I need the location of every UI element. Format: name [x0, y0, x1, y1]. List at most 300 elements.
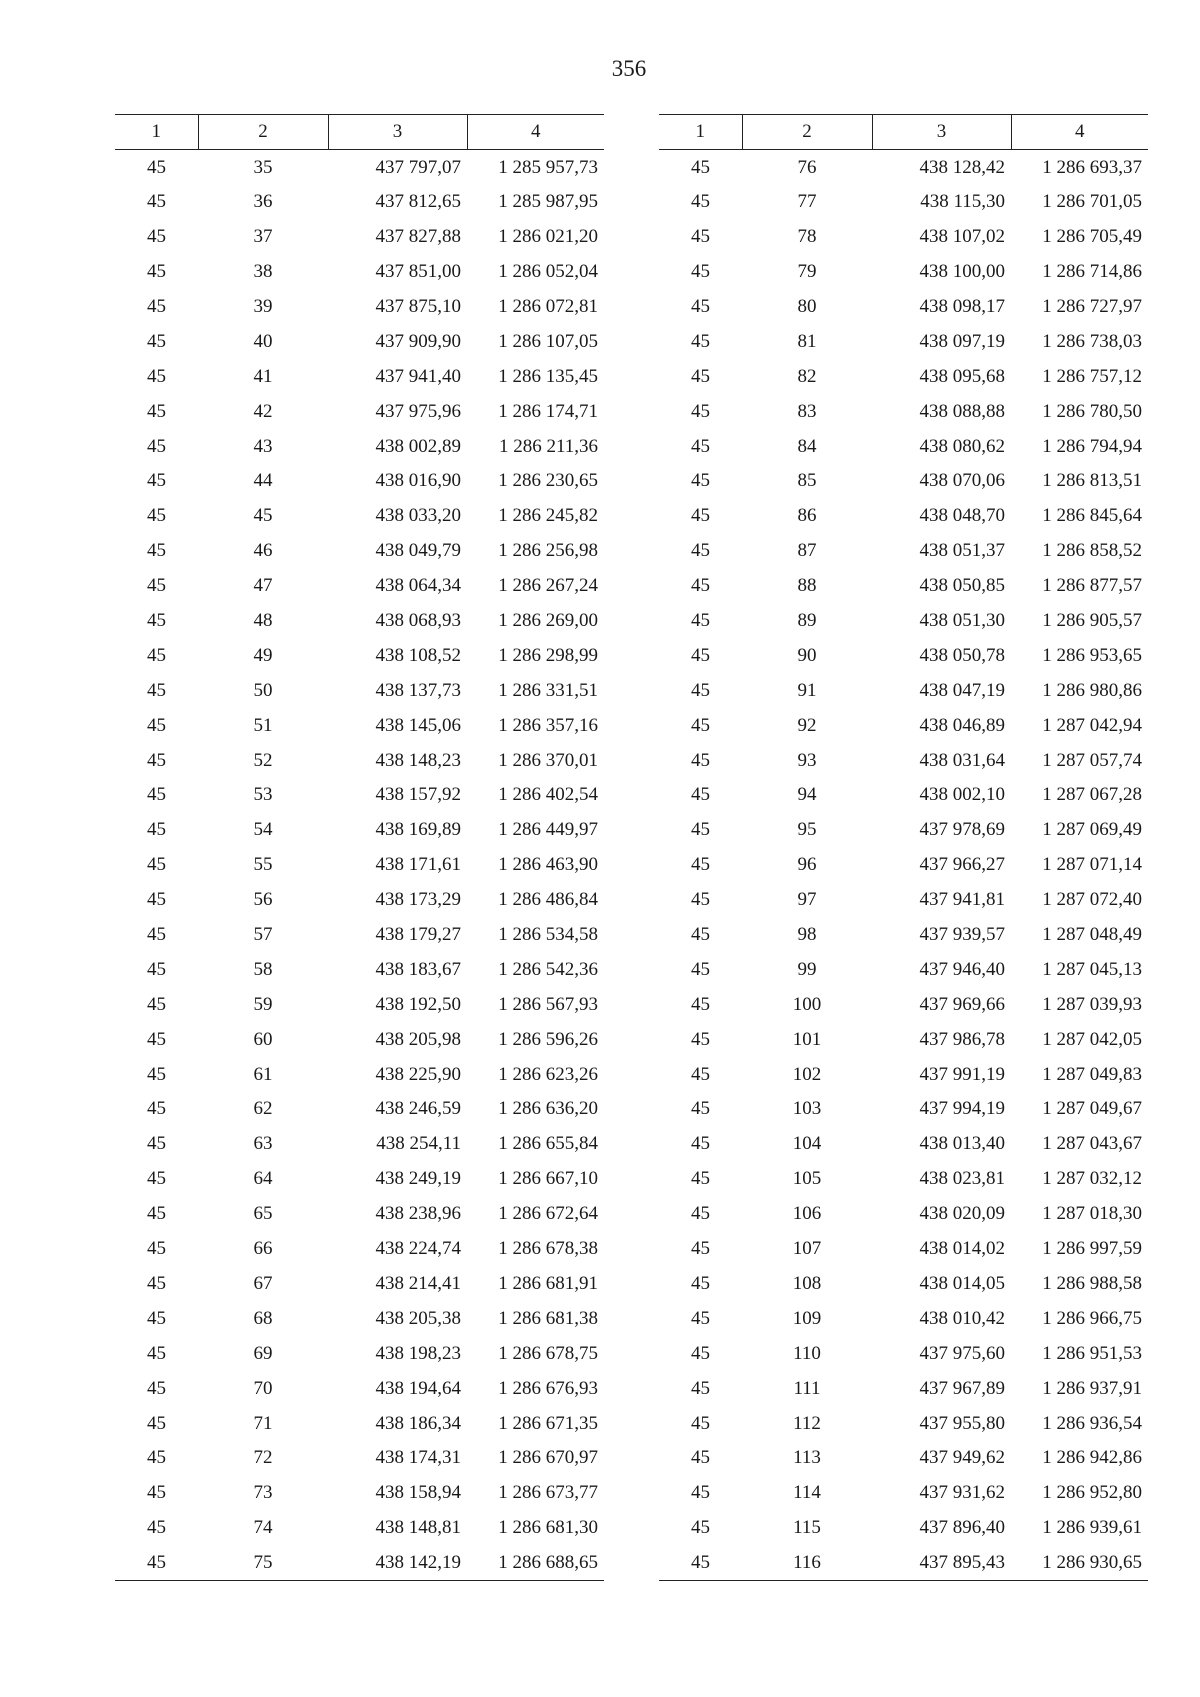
- table-cell-col-1: 45: [147, 191, 166, 213]
- table-row: [659, 533, 1148, 568]
- table-row: [115, 533, 604, 568]
- table-cell-col-2: 59: [253, 993, 273, 1015]
- table-row: [659, 638, 1148, 673]
- table-cell-col-1: 45: [147, 330, 166, 352]
- table-cell-col-1: 45: [147, 993, 166, 1015]
- table-row: [115, 778, 604, 813]
- table-row: [115, 952, 604, 987]
- table-cell-col-3: 437 955,80: [919, 1412, 1005, 1434]
- table-row: [659, 359, 1148, 394]
- table-cell-col-1: 45: [147, 714, 166, 736]
- table-cell-col-3: 438 049,79: [375, 540, 461, 562]
- table-cell-col-2: 90: [797, 644, 817, 666]
- table-cell-col-2: 97: [797, 889, 817, 911]
- table-cell-col-1: 45: [691, 365, 710, 387]
- table-row: [115, 150, 604, 185]
- table-cell-col-3: 438 186,34: [375, 1412, 461, 1434]
- column-header-3: 3: [872, 115, 1011, 150]
- table-row: [115, 917, 604, 952]
- table-cell-col-2: 39: [253, 296, 273, 317]
- table-cell-col-1: 45: [147, 1133, 166, 1155]
- table-row: [659, 743, 1148, 778]
- column-header-4: 4: [1011, 115, 1148, 150]
- table-row: [115, 638, 604, 673]
- table-cell-col-2: 50: [253, 679, 273, 701]
- table-cell-col-4: 1 286 245,82: [498, 505, 598, 527]
- table-cell-col-4: 1 287 067,28: [1042, 784, 1142, 806]
- table-row: [115, 708, 604, 743]
- table-cell-col-3: 437 797,07: [375, 156, 461, 178]
- table-cell-col-2: 74: [253, 1517, 273, 1539]
- table-cell-col-2: 108: [792, 1272, 822, 1294]
- table-cell-col-2: 88: [797, 575, 817, 597]
- table-cell-col-3: 438 142,19: [328, 1545, 467, 1580]
- table-cell-col-2: 70: [253, 1377, 273, 1399]
- table-cell-col-1: 45: [691, 575, 710, 597]
- table-cell-col-1: 45: [147, 924, 166, 946]
- table-row: [659, 1545, 1148, 1580]
- table-cell-col-1: 45: [691, 679, 710, 701]
- table-cell-col-1: 45: [147, 1307, 166, 1329]
- table-cell-col-1: 45: [691, 1168, 710, 1190]
- table-cell-col-2: 113: [793, 1447, 821, 1469]
- table-cell-col-3: 437 975,60: [919, 1342, 1005, 1364]
- table-cell-col-1: 45: [147, 889, 166, 911]
- table-cell-col-3: 438 033,20: [375, 505, 461, 527]
- table-cell-col-3: 438 014,02: [919, 1238, 1005, 1260]
- table-row: [115, 1161, 604, 1196]
- table-cell-col-3: 438 254,11: [376, 1133, 461, 1155]
- table-cell-col-2: 114: [793, 1482, 821, 1504]
- table-row: [115, 1126, 604, 1161]
- page-number: 356: [611, 56, 647, 81]
- table-cell-col-2: 95: [797, 819, 817, 841]
- table-cell-col-4: 1 286 567,93: [498, 993, 598, 1015]
- table-cell-col-2: 81: [797, 330, 817, 352]
- table-cell-col-4: 1 286 655,84: [498, 1133, 598, 1155]
- table-row: [115, 987, 604, 1022]
- table-cell-col-1: 45: [691, 400, 710, 422]
- table-cell-col-1: 45: [691, 191, 710, 213]
- table-cell-col-3: 437 941,40: [375, 365, 461, 387]
- table-cell-col-1: 45: [691, 540, 710, 562]
- table-row: [659, 1022, 1148, 1057]
- table-cell-col-4: 1 286 942,86: [1042, 1447, 1142, 1469]
- table-cell-col-3: 438 238,96: [375, 1203, 461, 1225]
- table-cell-col-3: 437 991,19: [919, 1063, 1005, 1085]
- table-cell-col-1: 45: [147, 749, 166, 771]
- table-cell-col-2: 43: [253, 435, 273, 457]
- table-cell-col-1: 45: [691, 1342, 710, 1364]
- table-cell-col-4: 1 287 049,83: [1042, 1063, 1142, 1085]
- table-row: [659, 603, 1148, 638]
- table-cell-col-3: 438 031,64: [919, 749, 1005, 771]
- table-cell-col-2: 98: [797, 924, 817, 946]
- table-cell-col-4: 1 286 256,98: [498, 540, 598, 562]
- table-cell-col-2: 96: [797, 854, 817, 876]
- table-cell-col-1: 45: [147, 1238, 166, 1260]
- table-cell-col-1: 45: [691, 470, 710, 492]
- table-cell-col-2: 44: [253, 470, 273, 492]
- table-cell-col-4: 1 286 951,53: [1042, 1342, 1142, 1364]
- table-cell-col-2: 65: [253, 1203, 273, 1225]
- table-cell-col-3: 438 051,37: [919, 540, 1005, 562]
- table-cell-col-3: 438 198,23: [375, 1342, 461, 1364]
- table-cell-col-1: 45: [659, 1545, 742, 1580]
- table-cell-col-2: 61: [253, 1063, 273, 1085]
- table-cell-col-2: 40: [253, 330, 273, 352]
- table-cell-col-2: 85: [797, 470, 817, 492]
- table-cell-col-4: 1 285 987,95: [498, 191, 598, 213]
- table-cell-col-4: 1 286 671,35: [498, 1412, 598, 1434]
- table-cell-col-1: 45: [691, 1063, 710, 1085]
- table-cell-col-4: 1 286 937,91: [1042, 1377, 1142, 1399]
- table-cell-col-2: 62: [253, 1098, 273, 1120]
- table-cell-col-3: 437 966,27: [919, 854, 1005, 876]
- table-cell-col-2: 101: [792, 1028, 822, 1050]
- table-cell-col-4: 1 286 980,86: [1042, 679, 1142, 701]
- table-cell-col-3: 438 115,30: [920, 191, 1005, 213]
- table-row: [659, 673, 1148, 708]
- table-cell-col-4: 1 286 727,97: [1042, 296, 1142, 317]
- table-cell-col-4: 1 286 858,52: [1042, 540, 1142, 562]
- table-cell-col-4: 1 286 402,54: [498, 784, 598, 806]
- table-cell-col-2: 51: [253, 714, 273, 736]
- table-cell-col-4: 1 286 845,64: [1042, 505, 1142, 527]
- table-cell-col-4: 1 286 757,12: [1042, 365, 1142, 387]
- table-row: [115, 289, 604, 324]
- table-cell-col-3: 438 014,05: [919, 1272, 1005, 1294]
- table-cell-col-2: 109: [792, 1307, 822, 1329]
- table-cell-col-3: 438 174,31: [375, 1447, 461, 1469]
- table-row: [659, 1266, 1148, 1301]
- table-cell-col-1: 45: [691, 784, 710, 806]
- table-cell-col-4: 1 286 905,57: [1042, 610, 1142, 632]
- table-cell-col-1: 45: [147, 156, 166, 178]
- table-row: [115, 1371, 604, 1406]
- table-row: [659, 464, 1148, 499]
- table-cell-col-1: 45: [691, 993, 710, 1015]
- table-cell-col-3: 437 875,10: [375, 296, 461, 317]
- table-cell-col-4: 1 286 667,10: [498, 1168, 598, 1190]
- table-row: [659, 708, 1148, 743]
- table-cell-col-3: 438 002,89: [375, 435, 461, 457]
- table-cell-col-3: 438 224,74: [375, 1238, 461, 1260]
- table-row: [659, 1406, 1148, 1441]
- table-cell-col-2: 48: [253, 610, 273, 632]
- table-cell-col-1: 45: [147, 1203, 166, 1225]
- table-cell-col-2: 84: [797, 435, 817, 457]
- column-header-4: 4: [467, 115, 604, 150]
- table-row: [115, 1301, 604, 1336]
- table-row: [115, 1510, 604, 1545]
- coordinates-table-right: [659, 114, 1148, 1581]
- table-cell-col-2: 99: [797, 958, 817, 980]
- table-cell-col-4: 1 286 953,65: [1042, 644, 1142, 666]
- table-cell-col-3: 438 148,23: [375, 749, 461, 771]
- table-cell-col-1: 45: [691, 1482, 710, 1504]
- table-row: [115, 1545, 604, 1580]
- table-cell-col-2: 112: [793, 1412, 821, 1434]
- table-cell-col-2: 52: [253, 749, 273, 771]
- table-row: [115, 1406, 604, 1441]
- table-cell-col-2: 111: [793, 1377, 821, 1399]
- table-cell-col-1: 45: [147, 1028, 166, 1050]
- table-cell-col-1: 45: [691, 889, 710, 911]
- table-cell-col-2: 94: [797, 784, 817, 806]
- table-row: [659, 1126, 1148, 1161]
- table-cell-col-2: 47: [253, 575, 273, 597]
- table-row: [115, 1231, 604, 1266]
- table-cell-col-2: 54: [253, 819, 273, 841]
- table-cell-col-4: 1 287 049,67: [1042, 1098, 1142, 1120]
- table-cell-col-3: 437 994,19: [919, 1098, 1005, 1120]
- table-row: [659, 1231, 1148, 1266]
- table-cell-col-1: 45: [147, 854, 166, 876]
- table-row: [115, 429, 604, 464]
- table-cell-col-1: 45: [147, 1168, 166, 1190]
- table-cell-col-1: 45: [147, 296, 166, 317]
- table-row: [659, 778, 1148, 813]
- table-cell-col-1: 45: [147, 679, 166, 701]
- table-cell-col-1: 45: [691, 1447, 710, 1469]
- table-row: [659, 219, 1148, 254]
- table-cell-col-4: 1 287 071,14: [1042, 854, 1142, 876]
- table-cell-col-4: 1 287 043,67: [1042, 1133, 1142, 1155]
- table-row: [659, 1196, 1148, 1231]
- table-cell-col-2: 55: [253, 854, 273, 876]
- table-cell-col-4: 1 286 936,54: [1042, 1412, 1142, 1434]
- table-row: [115, 882, 604, 917]
- table-cell-col-3: 437 939,57: [919, 924, 1005, 946]
- table-cell-col-1: 45: [691, 1307, 710, 1329]
- table-cell-col-2: 45: [253, 505, 273, 527]
- table-cell-col-2: 92: [797, 714, 817, 736]
- table-cell-col-1: 45: [691, 1412, 710, 1434]
- table-cell-col-1: 45: [691, 1517, 710, 1539]
- column-header-2: 2: [198, 115, 328, 150]
- table-cell-col-2: 56: [253, 889, 273, 911]
- table-cell-col-1: 45: [147, 540, 166, 562]
- table-cell-col-4: 1 286 939,61: [1042, 1517, 1142, 1539]
- table-row: [115, 1057, 604, 1092]
- table-row: [115, 394, 604, 429]
- table-cell-col-3: 438 246,59: [375, 1098, 461, 1120]
- table-cell-col-1: 45: [147, 784, 166, 806]
- table-row: [115, 1475, 604, 1510]
- table-cell-col-3: 438 080,62: [919, 435, 1005, 457]
- table-row: [659, 917, 1148, 952]
- table-cell-col-3: 438 169,89: [375, 819, 461, 841]
- table-cell-col-4: 1 287 042,94: [1042, 714, 1142, 736]
- table-cell-col-4: 1 286 021,20: [498, 226, 598, 248]
- table-cell-col-3: 438 068,93: [375, 610, 461, 632]
- table-cell-col-4: 1 286 052,04: [498, 261, 598, 283]
- table-cell-col-4: 1 286 542,36: [498, 958, 598, 980]
- table-cell-col-3: 438 050,78: [919, 644, 1005, 666]
- table-cell-col-1: 45: [691, 261, 710, 283]
- table-cell-col-4: 1 286 072,81: [498, 296, 598, 317]
- table-cell-col-3: 438 023,81: [919, 1168, 1005, 1190]
- table-cell-col-4: 1 286 681,38: [498, 1307, 598, 1329]
- table-row: [659, 1475, 1148, 1510]
- table-cell-col-3: 438 051,30: [919, 610, 1005, 632]
- table-cell-col-4: 1 287 069,49: [1042, 819, 1142, 841]
- table-cell-col-1: 45: [147, 1447, 166, 1469]
- table-cell-col-2: 69: [253, 1342, 273, 1364]
- table-cell-col-3: 438 173,29: [375, 889, 461, 911]
- table-row: [115, 219, 604, 254]
- table-cell-col-1: 45: [691, 1203, 710, 1225]
- table-cell-col-4: 1 286 693,37: [1042, 156, 1142, 178]
- table-cell-col-3: 438 107,02: [919, 226, 1005, 248]
- table-cell-col-3: 437 931,62: [919, 1482, 1005, 1504]
- table-cell-col-4: 1 286 966,75: [1042, 1307, 1142, 1329]
- table-cell-col-3: 438 088,88: [919, 400, 1005, 422]
- table-cell-col-4: 1 286 714,86: [1042, 261, 1142, 283]
- table-cell-col-1: 45: [147, 1482, 166, 1504]
- table-row: [115, 1196, 604, 1231]
- table-cell-col-4: 1 286 636,20: [498, 1098, 598, 1120]
- table-cell-col-4: 1 287 048,49: [1042, 924, 1142, 946]
- table-cell-col-2: 79: [797, 261, 817, 283]
- table-row: [659, 254, 1148, 289]
- table-cell-col-4: 1 286 370,01: [498, 749, 598, 771]
- table-cell-col-3: 438 158,94: [375, 1482, 461, 1504]
- table-cell-col-2: 37: [253, 226, 273, 248]
- table-cell-col-2: 36: [253, 191, 273, 213]
- table-cell-col-2: 100: [792, 993, 822, 1015]
- table-cell-col-2: 93: [797, 749, 817, 771]
- table-row: [659, 498, 1148, 533]
- table-cell-col-4: 1 286 534,58: [498, 924, 598, 946]
- table-cell-col-4: 1 286 269,00: [498, 610, 598, 632]
- table-cell-col-3: 438 046,89: [919, 714, 1005, 736]
- table-cell-col-2: 83: [797, 400, 817, 422]
- table-row: [115, 1336, 604, 1371]
- table-cell-col-2: 35: [253, 156, 273, 178]
- table-body-left: [115, 150, 604, 1581]
- table-row: [115, 498, 604, 533]
- table-row: [659, 150, 1148, 185]
- table-cell-col-3: 438 183,67: [375, 958, 461, 980]
- table-cell-col-4: 1 286 705,49: [1042, 226, 1142, 248]
- table-cell-col-3: 438 100,00: [919, 261, 1005, 283]
- table-cell-col-2: 102: [792, 1063, 822, 1085]
- table-cell-col-3: 438 010,42: [919, 1307, 1005, 1329]
- table-cell-col-4: 1 286 357,16: [498, 714, 598, 736]
- table-cell-col-3: 437 946,40: [919, 958, 1005, 980]
- table-row: [659, 324, 1148, 359]
- table-cell-col-2: 86: [797, 505, 817, 527]
- table-cell-col-4: 1 286 678,38: [498, 1238, 598, 1260]
- table-cell-col-4: 1 286 673,77: [498, 1482, 598, 1504]
- table-cell-col-1: 45: [691, 156, 710, 178]
- table-cell-col-4: 1 286 174,71: [498, 400, 598, 422]
- table-cell-col-4: 1 285 957,73: [498, 156, 598, 178]
- table-cell-col-4: 1 287 042,05: [1042, 1028, 1142, 1050]
- table-cell-col-3: 438 148,81: [375, 1517, 461, 1539]
- table-cell-col-3: 437 978,69: [919, 819, 1005, 841]
- table-cell-col-3: 438 002,10: [919, 784, 1005, 806]
- table-row: [115, 1440, 604, 1475]
- table-cell-col-4: 1 286 780,50: [1042, 400, 1142, 422]
- table-cell-col-3: 438 095,68: [919, 365, 1005, 387]
- table-cell-col-1: 45: [147, 261, 166, 283]
- table-row: [115, 184, 604, 219]
- table-cell-col-4: 1 286 623,26: [498, 1063, 598, 1085]
- table-row: [115, 1022, 604, 1057]
- table-cell-col-3: 437 975,96: [375, 400, 461, 422]
- table-cell-col-2: 110: [793, 1342, 821, 1364]
- table-cell-col-2: 53: [253, 784, 273, 806]
- table-cell-col-2: 38: [253, 261, 273, 283]
- table-cell-col-3: 437 969,66: [919, 993, 1005, 1015]
- table-cell-col-4: 1 286 672,64: [498, 1203, 598, 1225]
- table-cell-col-3: 437 967,89: [919, 1377, 1005, 1399]
- table-cell-col-4: 1 286 331,51: [498, 679, 598, 701]
- table-row: [659, 1057, 1148, 1092]
- table-row: [659, 429, 1148, 464]
- table-cell-col-4: 1 286 813,51: [1042, 470, 1142, 492]
- table-cell-col-2: 73: [253, 1482, 273, 1504]
- table-cell-col-1: 45: [691, 1238, 710, 1260]
- table-row: [115, 743, 604, 778]
- table-cell-col-1: 45: [691, 1028, 710, 1050]
- table-row: [659, 987, 1148, 1022]
- table-cell-col-1: 45: [691, 1133, 710, 1155]
- coordinates-table-left: [115, 114, 604, 1581]
- table-cell-col-1: 45: [147, 1412, 166, 1434]
- table-row: [659, 289, 1148, 324]
- table-cell-col-4: 1 287 018,30: [1042, 1203, 1142, 1225]
- table-cell-col-2: 72: [253, 1447, 273, 1469]
- table-cell-col-1: 45: [691, 644, 710, 666]
- table-cell-col-3: 438 070,06: [919, 470, 1005, 492]
- table-row: [659, 1371, 1148, 1406]
- table-row: [115, 254, 604, 289]
- table-cell-col-2: 46: [253, 540, 273, 562]
- column-header-2: 2: [742, 115, 872, 150]
- table-cell-col-2: 76: [797, 156, 817, 178]
- table-cell-col-4: 1 286 688,65: [467, 1545, 604, 1580]
- table-cell-col-1: 45: [147, 400, 166, 422]
- table-cell-col-1: 45: [691, 1272, 710, 1294]
- table-cell-col-1: 45: [691, 1377, 710, 1399]
- table-row: [659, 184, 1148, 219]
- table-cell-col-4: 1 286 681,91: [498, 1272, 598, 1294]
- table-cell-col-4: 1 286 267,24: [498, 575, 598, 597]
- table-cell-col-1: 45: [147, 1098, 166, 1120]
- table-row: [659, 882, 1148, 917]
- table-cell-col-4: 1 286 670,97: [498, 1447, 598, 1469]
- table-cell-col-1: 45: [691, 924, 710, 946]
- table-cell-col-4: 1 286 298,99: [498, 644, 598, 666]
- table-row: [659, 1510, 1148, 1545]
- table-cell-col-1: 45: [147, 610, 166, 632]
- table-cell-col-3: 438 225,90: [375, 1063, 461, 1085]
- table-cell-col-2: 42: [253, 400, 273, 422]
- table-cell-col-3: 437 812,65: [375, 191, 461, 213]
- table-cell-col-1: 45: [147, 1377, 166, 1399]
- table-cell-col-4: 1 287 032,12: [1042, 1168, 1142, 1190]
- column-header-3: 3: [328, 115, 467, 150]
- table-cell-col-2: 71: [253, 1412, 273, 1434]
- table-row: [659, 1440, 1148, 1475]
- table-row: [115, 464, 604, 499]
- table-cell-col-2: 87: [797, 540, 817, 562]
- table-cell-col-3: 437 896,40: [919, 1517, 1005, 1539]
